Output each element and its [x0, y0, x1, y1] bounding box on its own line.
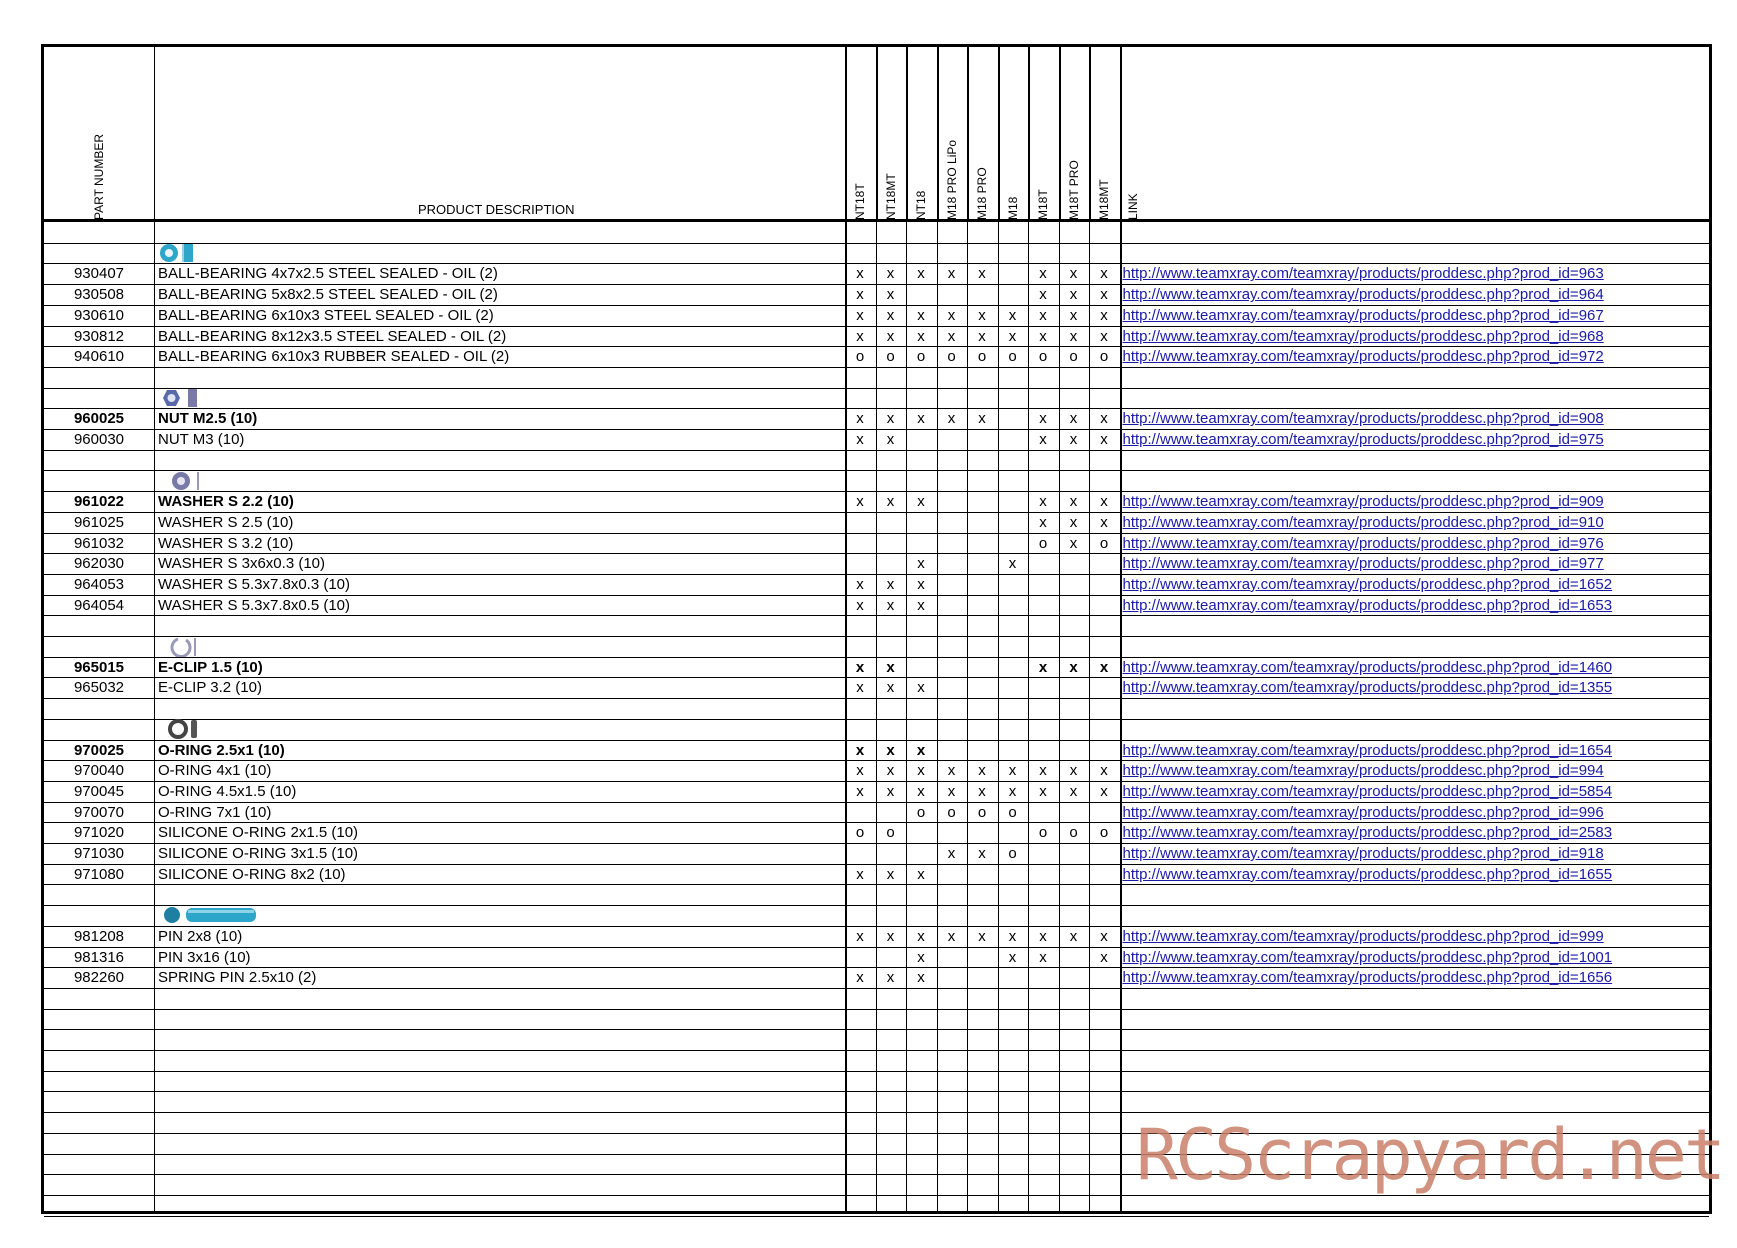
row-divider [44, 1216, 1709, 1217]
part-number: 964054 [73, 596, 125, 614]
compat-mark: x [886, 865, 895, 883]
compat-mark: x [1100, 265, 1108, 283]
row-divider [44, 1009, 1709, 1010]
compat-mark: x [856, 927, 864, 945]
product-link[interactable]: http://www.teamxray.com/teamxray/products/proddesc.php?prod_id=975 [1122, 431, 1604, 448]
compat-mark: x [947, 762, 956, 780]
compat-mark: x [886, 493, 895, 511]
compat-mark: x [886, 431, 895, 448]
column-divider [876, 47, 878, 219]
part-number: 971020 [73, 824, 125, 842]
compat-mark: x [886, 658, 895, 676]
compat-mark: x [1039, 431, 1047, 448]
compat-mark: x [947, 927, 956, 945]
compat-mark: x [978, 927, 986, 945]
product-description: E-CLIP 1.5 (10) [158, 658, 263, 676]
compat-mark: x [978, 762, 986, 780]
compat-mark: x [1008, 762, 1017, 780]
compat-mark: x [856, 782, 864, 800]
product-link[interactable]: http://www.teamxray.com/teamxray/products/proddesc.php?prod_id=996 [1122, 803, 1604, 821]
compat-mark: x [856, 286, 864, 304]
compat-mark: x [1069, 327, 1078, 345]
product-description: WASHER S 2.2 (10) [158, 493, 294, 511]
table-row [44, 575, 1709, 596]
compat-mark: x [856, 306, 864, 324]
compat-mark: x [1039, 327, 1047, 345]
compat-mark: x [886, 969, 895, 987]
table-row [44, 678, 1709, 699]
compat-mark: x [947, 782, 956, 800]
compat-mark: x [886, 575, 895, 593]
product-description: SPRING PIN 2.5x10 (2) [158, 969, 317, 987]
table-row [44, 803, 1709, 824]
table-row [44, 327, 1709, 348]
compat-mark: o [1069, 824, 1078, 842]
header-model-m18mt: M18MT [1097, 179, 1111, 220]
header-model-m18: M18 [1005, 196, 1020, 220]
table-row [44, 741, 1709, 762]
table-row [44, 927, 1709, 948]
compat-mark: x [1039, 306, 1047, 324]
row-divider [44, 1071, 1709, 1072]
compat-mark: x [1038, 658, 1048, 676]
row-divider [44, 1112, 1709, 1113]
part-number: 960025 [73, 410, 125, 428]
compat-mark: x [856, 431, 864, 448]
table-row [44, 306, 1709, 327]
product-description: SILICONE O-RING 2x1.5 (10) [158, 824, 359, 842]
compat-mark: x [978, 327, 986, 345]
o-ring-icon [158, 718, 202, 740]
table-row [44, 347, 1709, 368]
header-model-m18-pro-lipo: M18 PRO LiPo [944, 139, 959, 220]
compat-mark: x [917, 782, 925, 800]
compat-mark: x [978, 845, 986, 862]
product-link[interactable]: http://www.teamxray.com/teamxray/products/proddesc.php?prod_id=1652 [1122, 575, 1613, 593]
product-link[interactable]: http://www.teamxray.com/teamxray/products/proddesc.php?prod_id=1654 [1122, 741, 1613, 759]
column-divider [845, 47, 847, 219]
compat-mark: x [917, 265, 925, 283]
product-link[interactable]: http://www.teamxray.com/teamxray/products/proddesc.php?prod_id=908 [1122, 410, 1604, 428]
compat-mark: o [855, 348, 865, 366]
product-description: BALL-BEARING 4x7x2.5 STEEL SEALED - OIL (2) [158, 265, 498, 283]
compat-mark: o [1038, 534, 1048, 552]
product-link[interactable]: http://www.teamxray.com/teamxray/products/proddesc.php?prod_id=918 [1122, 845, 1604, 862]
compat-mark: x [886, 265, 895, 283]
row-divider [44, 1029, 1709, 1030]
compat-mark: x [1100, 431, 1108, 448]
compat-mark: x [917, 575, 925, 593]
header-model-nt18mt: NT18MT [883, 173, 898, 220]
product-link[interactable]: http://www.teamxray.com/teamxray/products/proddesc.php?prod_id=968 [1122, 327, 1604, 345]
compat-mark: x [886, 286, 895, 304]
table-row [44, 554, 1709, 575]
row-divider [44, 719, 1709, 720]
table-row [44, 264, 1709, 285]
product-description: WASHER S 2.5 (10) [158, 513, 294, 531]
compat-mark: x [947, 845, 956, 862]
compat-mark: x [1100, 948, 1108, 966]
table-row [44, 948, 1709, 969]
compat-mark: x [856, 762, 864, 780]
compat-mark: x [856, 575, 864, 593]
compat-mark: x [917, 493, 925, 511]
product-description: NUT M3 (10) [158, 431, 245, 448]
product-link[interactable]: http://www.teamxray.com/teamxray/products/proddesc.php?prod_id=909 [1122, 493, 1604, 511]
table-row [44, 968, 1709, 989]
compat-mark: x [917, 969, 925, 987]
header-model-nt18: NT18 [914, 190, 928, 220]
compat-mark: x [1008, 782, 1017, 800]
compat-mark: x [856, 327, 864, 345]
product-description: PIN 3x16 (10) [158, 948, 251, 966]
compat-mark: o [977, 348, 987, 366]
part-number: 930508 [73, 286, 125, 304]
product-link[interactable]: http://www.teamxray.com/teamxray/products/proddesc.php?prod_id=976 [1122, 534, 1604, 552]
compat-mark: o [916, 803, 926, 821]
compat-mark: x [856, 493, 864, 511]
compat-mark: x [1039, 286, 1047, 304]
part-number: 971080 [73, 865, 125, 883]
compat-mark: x [856, 865, 864, 883]
product-link[interactable]: http://www.teamxray.com/teamxray/products/proddesc.php?prod_id=1656 [1122, 969, 1613, 987]
product-description: O-RING 4.5x1.5 (10) [158, 782, 297, 800]
product-description: BALL-BEARING 8x12x3.5 STEEL SEALED - OIL (2) [158, 327, 507, 345]
column-divider [937, 47, 939, 219]
compat-mark: x [856, 969, 864, 987]
header-divider [44, 219, 1709, 222]
parts-table [41, 44, 1712, 1214]
table-row [44, 658, 1709, 679]
compat-mark: o [977, 803, 987, 821]
compat-mark: x [917, 596, 925, 614]
compat-mark: x [1099, 658, 1109, 676]
part-number: 930812 [73, 327, 125, 345]
compat-mark: x [947, 265, 956, 283]
part-number: 970045 [73, 782, 125, 800]
ball-bearing-icon [158, 242, 202, 264]
compat-mark: o [1099, 534, 1109, 552]
compat-mark: x [1069, 658, 1078, 676]
product-description: SILICONE O-RING 8x2 (10) [158, 865, 346, 883]
compat-mark: x [1100, 762, 1108, 780]
compat-mark: x [978, 306, 986, 324]
table-row [44, 865, 1709, 886]
product-description: O-RING 2.5x1 (10) [158, 741, 285, 759]
table-row [44, 782, 1709, 803]
product-description: O-RING 7x1 (10) [158, 803, 272, 821]
row-divider [44, 388, 1709, 389]
compat-mark: x [1069, 927, 1078, 945]
pin-icon [158, 904, 268, 926]
product-link[interactable]: http://www.teamxray.com/teamxray/products/proddesc.php?prod_id=1460 [1122, 658, 1613, 676]
part-number: 970040 [73, 762, 125, 780]
column-divider [1089, 47, 1091, 219]
product-link[interactable]: http://www.teamxray.com/teamxray/products/proddesc.php?prod_id=964 [1122, 286, 1604, 304]
column-divider [906, 47, 908, 219]
compat-mark: x [1069, 286, 1078, 304]
product-description: PIN 2x8 (10) [158, 927, 243, 945]
compat-mark: x [1100, 306, 1108, 324]
compat-mark: o [1099, 348, 1109, 366]
product-link[interactable]: http://www.teamxray.com/teamxray/products/proddesc.php?prod_id=967 [1122, 306, 1604, 324]
compat-mark: o [1069, 348, 1078, 366]
part-number: 982260 [73, 969, 125, 987]
compat-mark: o [947, 803, 956, 821]
product-link[interactable]: http://www.teamxray.com/teamxray/products/proddesc.php?prod_id=972 [1122, 348, 1604, 366]
product-link[interactable]: http://www.teamxray.com/teamxray/products/proddesc.php?prod_id=910 [1122, 513, 1604, 531]
compat-mark: o [1008, 348, 1017, 366]
compat-mark: x [1008, 948, 1017, 966]
column-divider [1059, 47, 1061, 219]
compat-mark: x [1100, 782, 1108, 800]
compat-mark: x [947, 306, 956, 324]
product-description: SILICONE O-RING 3x1.5 (10) [158, 845, 359, 862]
row-divider [44, 470, 1709, 471]
compat-mark: x [856, 679, 864, 697]
part-number: 962030 [73, 555, 125, 573]
compat-mark: x [886, 410, 895, 428]
compat-mark: x [1039, 410, 1047, 428]
row-divider [44, 636, 1709, 637]
compat-mark: x [886, 596, 895, 614]
compat-mark: x [1039, 782, 1047, 800]
compat-mark: x [1069, 306, 1078, 324]
nut-icon [158, 387, 202, 409]
product-description: E-CLIP 3.2 (10) [158, 679, 262, 697]
compat-mark: x [978, 265, 986, 283]
table-row [44, 285, 1709, 306]
compat-mark: x [856, 265, 864, 283]
compat-mark: x [1069, 431, 1078, 448]
compat-mark: o [1038, 824, 1048, 842]
compat-mark: x [1069, 762, 1078, 780]
compat-mark: x [1069, 410, 1078, 428]
row-divider [44, 243, 1709, 244]
row-divider [44, 1050, 1709, 1051]
compat-mark: x [886, 741, 895, 759]
column-divider [998, 47, 1000, 219]
header-link: LINK [1126, 193, 1140, 220]
compat-mark: x [1069, 534, 1078, 552]
row-divider [44, 1091, 1709, 1092]
header-model-m18t-pro: M18T PRO [1066, 160, 1081, 220]
compat-mark: x [947, 327, 956, 345]
product-link[interactable]: http://www.teamxray.com/teamxray/products/proddesc.php?prod_id=1655 [1122, 865, 1613, 883]
product-link[interactable]: http://www.teamxray.com/teamxray/products/proddesc.php?prod_id=994 [1122, 762, 1604, 780]
part-number: 961025 [73, 513, 125, 531]
watermark: RCScrapyard.net [1135, 1114, 1723, 1196]
product-link[interactable]: http://www.teamxray.com/teamxray/products/proddesc.php?prod_id=1355 [1122, 679, 1613, 697]
part-number: 961032 [73, 534, 125, 552]
compat-mark: x [1039, 493, 1047, 511]
part-number: 940610 [73, 348, 125, 366]
compat-mark: o [1038, 348, 1048, 366]
compat-mark: o [855, 824, 865, 842]
compat-mark: x [917, 948, 925, 966]
compat-mark: x [1008, 327, 1017, 345]
compat-mark: x [886, 927, 895, 945]
table-row [44, 409, 1709, 430]
part-number: 981208 [73, 927, 125, 945]
compat-mark: x [855, 741, 865, 759]
compat-mark: x [886, 782, 895, 800]
compat-mark: x [886, 679, 895, 697]
compat-mark: x [1039, 265, 1047, 283]
compat-mark: x [916, 741, 926, 759]
compat-mark: x [917, 555, 925, 573]
compat-mark: o [916, 348, 926, 366]
e-clip-icon [158, 635, 202, 657]
table-row [44, 823, 1709, 844]
part-number: 971030 [73, 845, 125, 862]
table-row [44, 596, 1709, 617]
compat-mark: o [1008, 845, 1017, 862]
part-number: 970070 [73, 803, 125, 821]
row-divider [44, 905, 1709, 906]
compat-mark: o [1099, 824, 1109, 842]
part-number: 965015 [73, 658, 125, 676]
compat-mark: x [886, 327, 895, 345]
product-description: WASHER S 3.2 (10) [158, 534, 294, 552]
product-link[interactable]: http://www.teamxray.com/teamxray/products/proddesc.php?prod_id=1653 [1122, 596, 1613, 614]
header-product-description: PRODUCT DESCRIPTION [418, 202, 575, 217]
compat-mark: x [978, 410, 986, 428]
compat-mark: x [978, 782, 986, 800]
compat-mark: x [917, 762, 925, 780]
compat-mark: x [1100, 927, 1108, 945]
compat-mark: x [947, 410, 956, 428]
compat-mark: x [1069, 782, 1078, 800]
column-divider [1028, 47, 1030, 219]
compat-mark: x [1100, 327, 1108, 345]
table-row [44, 534, 1709, 555]
compat-mark: x [1069, 265, 1078, 283]
compat-mark: x [917, 327, 925, 345]
compat-mark: o [886, 824, 895, 842]
part-number: 965032 [73, 679, 125, 697]
table-row [44, 761, 1709, 782]
product-description: BALL-BEARING 6x10x3 STEEL SEALED - OIL (2) [158, 306, 494, 324]
compat-mark: x [856, 596, 864, 614]
compat-mark: x [1100, 493, 1108, 511]
product-description: WASHER S 5.3x7.8x0.5 (10) [158, 596, 351, 614]
compat-mark: x [1039, 513, 1047, 531]
compat-mark: o [1008, 803, 1017, 821]
compat-mark: o [947, 348, 956, 366]
product-link[interactable]: http://www.teamxray.com/teamxray/products/proddesc.php?prod_id=2583 [1122, 824, 1613, 842]
product-description: NUT M2.5 (10) [158, 410, 258, 428]
header-model-m18-pro: M18 PRO [975, 167, 989, 220]
compat-mark: x [1039, 927, 1047, 945]
header-model-nt18t: NT18T [853, 183, 867, 220]
product-description: BALL-BEARING 5x8x2.5 STEEL SEALED - OIL (2) [158, 286, 498, 304]
product-link[interactable]: http://www.teamxray.com/teamxray/products/proddesc.php?prod_id=5854 [1122, 782, 1613, 800]
table-row [44, 430, 1709, 451]
compat-mark: x [1008, 927, 1017, 945]
compat-mark: x [1069, 513, 1078, 531]
part-number: 930407 [73, 265, 125, 283]
table-row [44, 492, 1709, 513]
compat-mark: x [917, 679, 925, 697]
compat-mark: x [1100, 410, 1108, 428]
compat-mark: o [886, 348, 895, 366]
compat-mark: x [1100, 513, 1108, 531]
product-link[interactable]: http://www.teamxray.com/teamxray/products/proddesc.php?prod_id=999 [1122, 927, 1604, 945]
product-link[interactable]: http://www.teamxray.com/teamxray/products/proddesc.php?prod_id=977 [1122, 555, 1604, 573]
compat-mark: x [917, 410, 925, 428]
table-row [44, 844, 1709, 865]
compat-mark: x [886, 762, 895, 780]
product-description: WASHER S 3x6x0.3 (10) [158, 555, 325, 573]
compat-mark: x [1069, 493, 1078, 511]
part-number: 964053 [73, 575, 125, 593]
compat-mark: x [886, 306, 895, 324]
table-row [44, 513, 1709, 534]
compat-mark: x [855, 658, 865, 676]
compat-mark: x [917, 306, 925, 324]
product-description: WASHER S 5.3x7.8x0.3 (10) [158, 575, 351, 593]
header-part-number: PART NUMBER [92, 133, 106, 220]
part-number: 981316 [73, 948, 125, 966]
compat-mark: x [1039, 948, 1047, 966]
product-description: BALL-BEARING 6x10x3 RUBBER SEALED - OIL (2) [158, 348, 510, 366]
compat-mark: x [1039, 762, 1047, 780]
product-link[interactable]: http://www.teamxray.com/teamxray/products/proddesc.php?prod_id=963 [1122, 265, 1604, 283]
product-link[interactable]: http://www.teamxray.com/teamxray/products/proddesc.php?prod_id=1001 [1122, 948, 1613, 966]
compat-mark: x [917, 927, 925, 945]
part-number: 960030 [73, 431, 125, 448]
compat-mark: x [917, 865, 925, 883]
header-model-m18t: M18T [1036, 189, 1050, 220]
compat-mark: x [856, 410, 864, 428]
part-number: 961022 [73, 493, 125, 511]
product-description: O-RING 4x1 (10) [158, 762, 272, 780]
part-number: 930610 [73, 306, 125, 324]
compat-mark: x [1008, 555, 1017, 573]
compat-mark: x [1100, 286, 1108, 304]
washer-icon [158, 469, 202, 491]
part-number: 970025 [73, 741, 125, 759]
compat-mark: x [1008, 306, 1017, 324]
column-divider [967, 47, 969, 219]
